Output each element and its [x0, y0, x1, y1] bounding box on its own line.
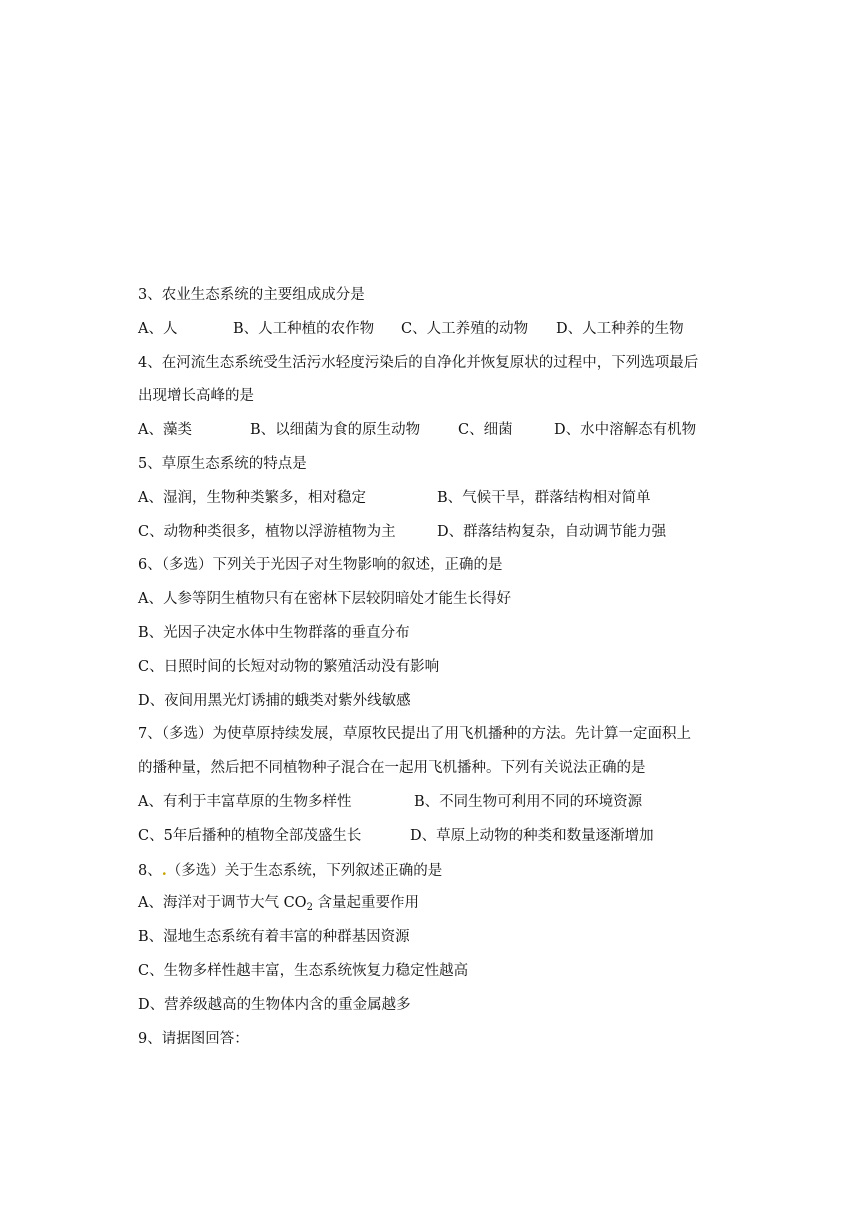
question-5-option-a: A、湿润，生物种类繁多，相对稳定 [138, 489, 366, 506]
question-5-option-c: C、动物种类很多，植物以浮游植物为主 [138, 523, 396, 540]
question-6-option-c: C、日照时间的长短对动物的繁殖活动没有影响 [138, 658, 440, 675]
question-4-stem-line-2: 出现增长高峰的是 [138, 388, 254, 405]
question-6-option-d: D、夜间用黑光灯诱捕的蛾类对紫外线敏感 [138, 692, 411, 709]
question-4-stem-line-1: 4、在河流生态系统受生活污水轻度污染后的自净化并恢复原状的过程中，下列选项最后 [138, 354, 699, 371]
question-7-options-row-1 [138, 786, 728, 820]
question-8-option-a [138, 887, 728, 921]
question-list [138, 279, 728, 1056]
question-4-option-b: B、以细菌为食的原生动物 [250, 422, 421, 439]
co2-subscript: 2 [306, 902, 313, 914]
question-8-number: 8、 [138, 862, 162, 879]
question-5-stem: 5、草原生态系统的特点是 [138, 455, 307, 472]
question-3-option-a: A、人 [138, 320, 178, 337]
question-5-options-row-1 [138, 482, 728, 516]
question-3-option-d: D、人工种养的生物 [556, 320, 684, 337]
question-4-option-c: C、细菌 [458, 422, 513, 439]
question-8-marker-dot: . [161, 861, 167, 879]
question-8-stem [138, 854, 728, 888]
question-3-option-b: B、人工种植的农作物 [233, 320, 375, 337]
question-5-option-b: B、气候干旱，群落结构相对简单 [437, 489, 651, 506]
question-9-stem: 9、请据图回答： [138, 1030, 249, 1047]
question-3-options [138, 313, 728, 347]
question-7-option-a: A、有利于丰富草原的生物多样性 [138, 793, 352, 810]
question-8-option-c: C、生物多样性越丰富，生态系统恢复力稳定性越高 [138, 962, 469, 979]
question-6-option-b: B、光因子决定水体中生物群落的垂直分布 [138, 624, 410, 641]
question-5-options-row-2 [138, 516, 728, 550]
question-5-option-d: D、群落结构复杂，自动调节能力强 [437, 523, 667, 540]
question-4-option-a: A、藻类 [138, 422, 192, 439]
question-8-option-a-text-end: 含量起重要作用 [312, 895, 420, 912]
question-3-option-c: C、人工养殖的动物 [401, 320, 529, 337]
question-7-stem-line-1: 7、（多选）为使草原持续发展，草原牧民提出了用飞机播种的方法。先计算一定面积上 [138, 726, 691, 743]
question-8-option-d: D、营养级越高的生物体内含的重金属越多 [138, 996, 411, 1013]
question-7-options-row-2 [138, 820, 728, 854]
question-8-option-a-text: A、海洋对于调节大气 CO [138, 895, 307, 912]
question-3-stem: 3、农业生态系统的主要组成成分是 [138, 287, 365, 303]
question-4-options [138, 414, 728, 448]
question-7-option-c: C、5年后播种的植物全部茂盛生长 [138, 827, 362, 844]
question-4-option-d: D、水中溶解态有机物 [554, 422, 697, 439]
question-8-stem-text: （多选）关于生态系统，下列叙述正确的是 [166, 862, 443, 879]
question-7-option-d: D、草原上动物的种类和数量逐渐增加 [410, 827, 654, 844]
question-8-option-b: B、湿地生态系统有着丰富的种群基因资源 [138, 929, 410, 946]
question-6-option-a: A、人参等阴生植物只有在密林下层较阴暗处才能生长得好 [138, 591, 511, 608]
question-7-stem-line-2: 的播种量，然后把不同植物种子混合在一起用飞机播种。下列有关说法正确的是 [138, 760, 646, 777]
question-6-stem: 6、（多选）下列关于光因子对生物影响的叙述，正确的是 [138, 557, 503, 574]
question-7-option-b: B、不同生物可利用不同的环境资源 [414, 793, 643, 810]
